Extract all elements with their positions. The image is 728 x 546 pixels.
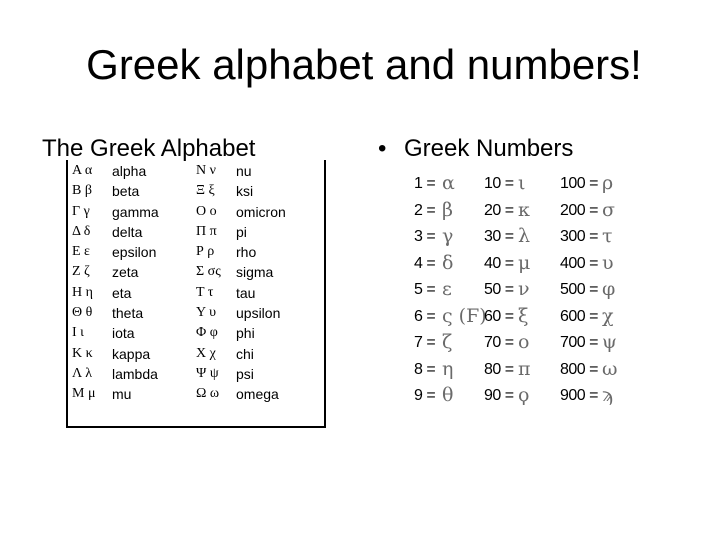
- number-glyph: ρ: [602, 172, 614, 194]
- number-label: 70 =: [484, 334, 514, 351]
- number-glyph: κ: [518, 198, 530, 221]
- letter-name: zeta: [112, 264, 139, 281]
- bullet-point: •: [378, 135, 387, 162]
- number-glyph: ι: [518, 172, 526, 194]
- letter-symbol: Α α: [72, 163, 93, 178]
- number-label: 2 =: [414, 201, 436, 219]
- number-glyph: μ: [518, 251, 531, 274]
- number-glyph: σ: [602, 198, 615, 221]
- number-glyph: ϙ: [518, 384, 530, 406]
- letter-symbol: Τ τ: [196, 284, 214, 300]
- letter-symbol: Ω ω: [196, 386, 220, 402]
- number-label: 30 =: [484, 228, 514, 245]
- number-label: 4 =: [414, 254, 436, 272]
- letter-name: tau: [236, 284, 256, 301]
- letter-name: phi: [236, 325, 255, 342]
- number-label: 8 =: [414, 360, 436, 378]
- letter-name: pi: [236, 223, 247, 240]
- number-glyph: φ: [602, 278, 616, 300]
- letter-name: mu: [112, 386, 132, 403]
- letter-symbol: Η η: [72, 284, 93, 300]
- letter-name: gamma: [112, 203, 159, 220]
- letter-name: ksi: [236, 183, 254, 200]
- letter-name: nu: [236, 163, 252, 179]
- letter-symbol: Ρ ρ: [196, 244, 215, 260]
- number-glyph: ε: [442, 278, 452, 300]
- letter-symbol: Ο ο: [196, 203, 217, 219]
- letter-name: delta: [112, 223, 143, 240]
- letter-symbol: Λ λ: [72, 365, 93, 381]
- letter-symbol: Ι ι: [72, 325, 84, 341]
- letter-name: eta: [112, 284, 132, 301]
- number-label: 50 =: [484, 281, 514, 298]
- number-label: 20 =: [484, 201, 514, 219]
- number-label: 700 =: [560, 334, 598, 351]
- letter-name: sigma: [236, 264, 274, 281]
- number-glyph: ο: [518, 331, 530, 353]
- letter-name: upsilon: [236, 305, 281, 322]
- number-label: 40 =: [484, 254, 514, 272]
- slide-title: Greek alphabet and numbers!: [86, 41, 642, 88]
- number-label: 1 =: [414, 175, 436, 192]
- letter-symbol: Β β: [72, 183, 92, 199]
- letter-symbol: Ζ ζ: [72, 264, 90, 280]
- number-label: 6 =: [414, 307, 436, 325]
- letter-symbol: Ξ ξ: [196, 183, 215, 199]
- number-label: 500 =: [560, 281, 598, 298]
- number-label: 800 =: [560, 360, 598, 378]
- number-glyph: δ: [442, 251, 454, 274]
- letter-name: omicron: [236, 203, 286, 220]
- letter-name: epsilon: [112, 244, 157, 261]
- letter-name: omega: [236, 386, 279, 403]
- alphabet-heading: The Greek Alphabet: [42, 135, 256, 162]
- number-glyph: ψ: [602, 331, 617, 353]
- number-label: 300 =: [560, 228, 598, 245]
- number-glyph: ζ: [442, 331, 453, 353]
- letter-symbol: Ε ε: [72, 244, 90, 260]
- number-glyph: ϡ: [602, 384, 613, 406]
- letter-name: iota: [112, 325, 135, 342]
- greek-numbers-table: [408, 172, 626, 412]
- number-glyph: υ: [602, 251, 614, 274]
- number-glyph: β: [442, 198, 453, 221]
- letter-name: chi: [236, 345, 254, 362]
- letter-symbol: Σ σς: [196, 264, 221, 280]
- letter-symbol: Γ γ: [72, 203, 90, 219]
- number-label: 600 =: [560, 307, 598, 325]
- number-glyph: ν: [518, 278, 530, 300]
- letter-symbol: Δ δ: [72, 223, 91, 239]
- number-label: 3 =: [414, 228, 436, 245]
- number-label: 90 =: [484, 387, 514, 404]
- number-glyph: γ: [442, 225, 454, 247]
- letter-symbol: Ν ν: [196, 163, 216, 178]
- number-glyph: θ: [442, 384, 454, 406]
- number-glyph: α: [442, 172, 455, 194]
- letter-name: kappa: [112, 345, 151, 362]
- greek-alphabet-table: [66, 160, 326, 428]
- letter-symbol: Ψ ψ: [196, 365, 219, 381]
- number-glyph: η: [442, 357, 454, 380]
- number-glyph: λ: [518, 225, 531, 247]
- number-label: 200 =: [560, 201, 598, 219]
- letter-name: psi: [236, 365, 254, 382]
- number-label: 80 =: [484, 360, 514, 378]
- letter-name: rho: [236, 244, 257, 261]
- numbers-heading: [378, 134, 573, 164]
- number-label: 9 =: [414, 387, 436, 404]
- number-glyph: ς (Ϝ): [442, 304, 487, 327]
- number-glyph: χ: [602, 304, 614, 327]
- number-label: 100 =: [560, 175, 598, 192]
- letter-symbol: Φ φ: [196, 325, 218, 341]
- letter-symbol: Π π: [196, 223, 217, 239]
- letter-name: beta: [112, 183, 140, 200]
- number-glyph: ω: [602, 357, 618, 380]
- letter-symbol: Υ υ: [196, 305, 217, 321]
- number-glyph: ξ: [518, 304, 529, 327]
- number-label: 7 =: [414, 334, 436, 351]
- letter-symbol: Χ χ: [196, 345, 216, 361]
- number-label: 5 =: [414, 281, 436, 298]
- letter-symbol: Μ μ: [72, 386, 96, 402]
- number-label: 400 =: [560, 254, 598, 272]
- number-glyph: τ: [602, 225, 613, 247]
- number-label: 900 =: [560, 387, 598, 404]
- numbers-heading-text: Greek Numbers: [404, 135, 574, 162]
- letter-name: theta: [112, 305, 144, 322]
- letter-name: lambda: [112, 365, 158, 382]
- letter-name: alpha: [112, 163, 147, 179]
- number-label: 60 =: [484, 307, 514, 325]
- letter-symbol: Θ θ: [72, 305, 93, 321]
- letter-symbol: Κ κ: [72, 345, 93, 361]
- number-label: 10 =: [484, 175, 514, 192]
- number-glyph: π: [518, 357, 531, 380]
